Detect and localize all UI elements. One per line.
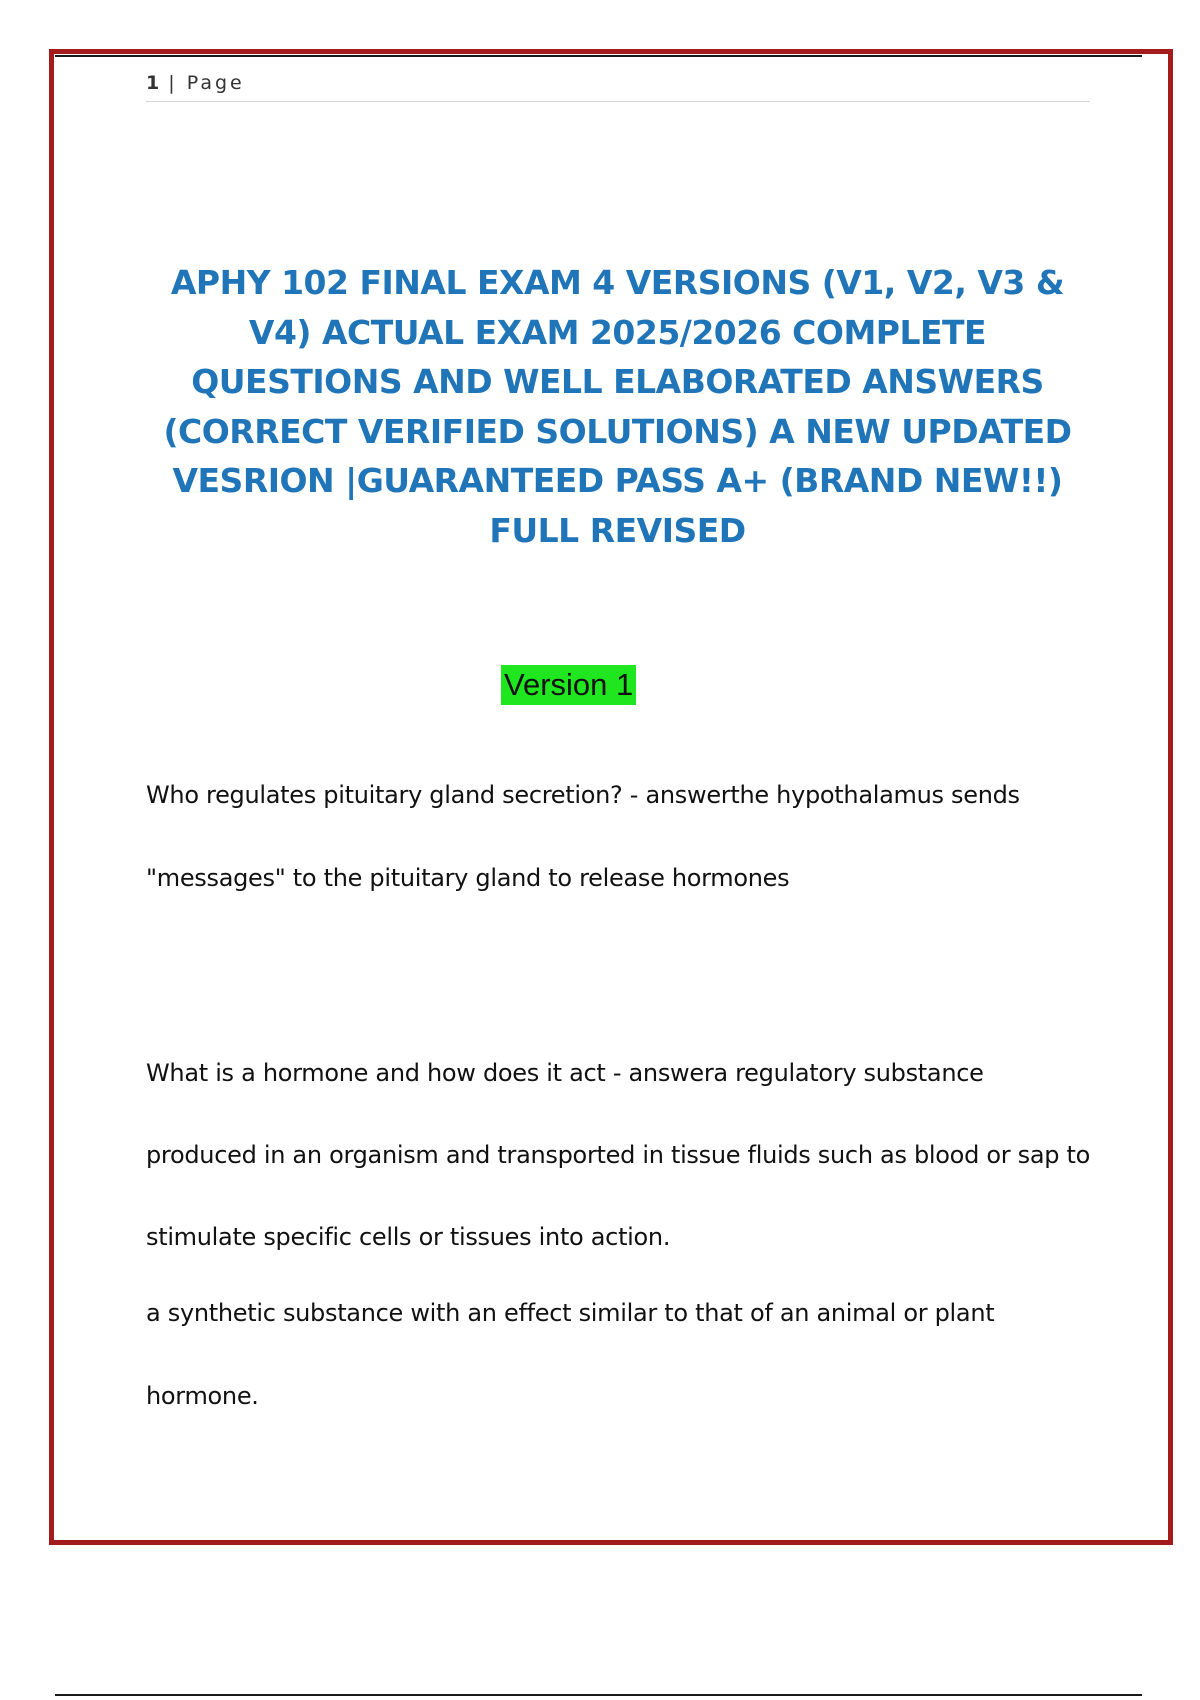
qa-item: What is a hormone and how does it act - answera regulatory substance produced in an organism and transported in tissue fluids such as blood or sap to stimulate specific cells or tissues into action.	[146, 1059, 1090, 1251]
document-title: APHY 102 FINAL EXAM 4 VERSIONS (V1, V2, V3 & V4) ACTUAL EXAM 2025/2026 COMPLETE QUESTIONS AND WELL ELABORATED ANSWERS (CORRECT VERIFIED SOLUTIONS) A NEW UPDATED VESRION |GUARANTEED PASS A+ (BRAND NEW!!) FULL REVISED	[163, 263, 1072, 550]
page-header	[146, 68, 1090, 102]
qa-item: a synthetic substance with an effect similar to that of an animal or plant hormone.	[146, 1299, 995, 1410]
page-label: | Page	[159, 72, 245, 94]
qa-item: Who regulates pituitary gland secretion? - answerthe hypothalamus sends "messages" to the pituitary gland to release hormones	[146, 781, 1020, 892]
version-label: Version 1	[501, 665, 636, 705]
page-number: 1	[146, 72, 160, 94]
bottom-rule	[55, 1694, 1142, 1696]
